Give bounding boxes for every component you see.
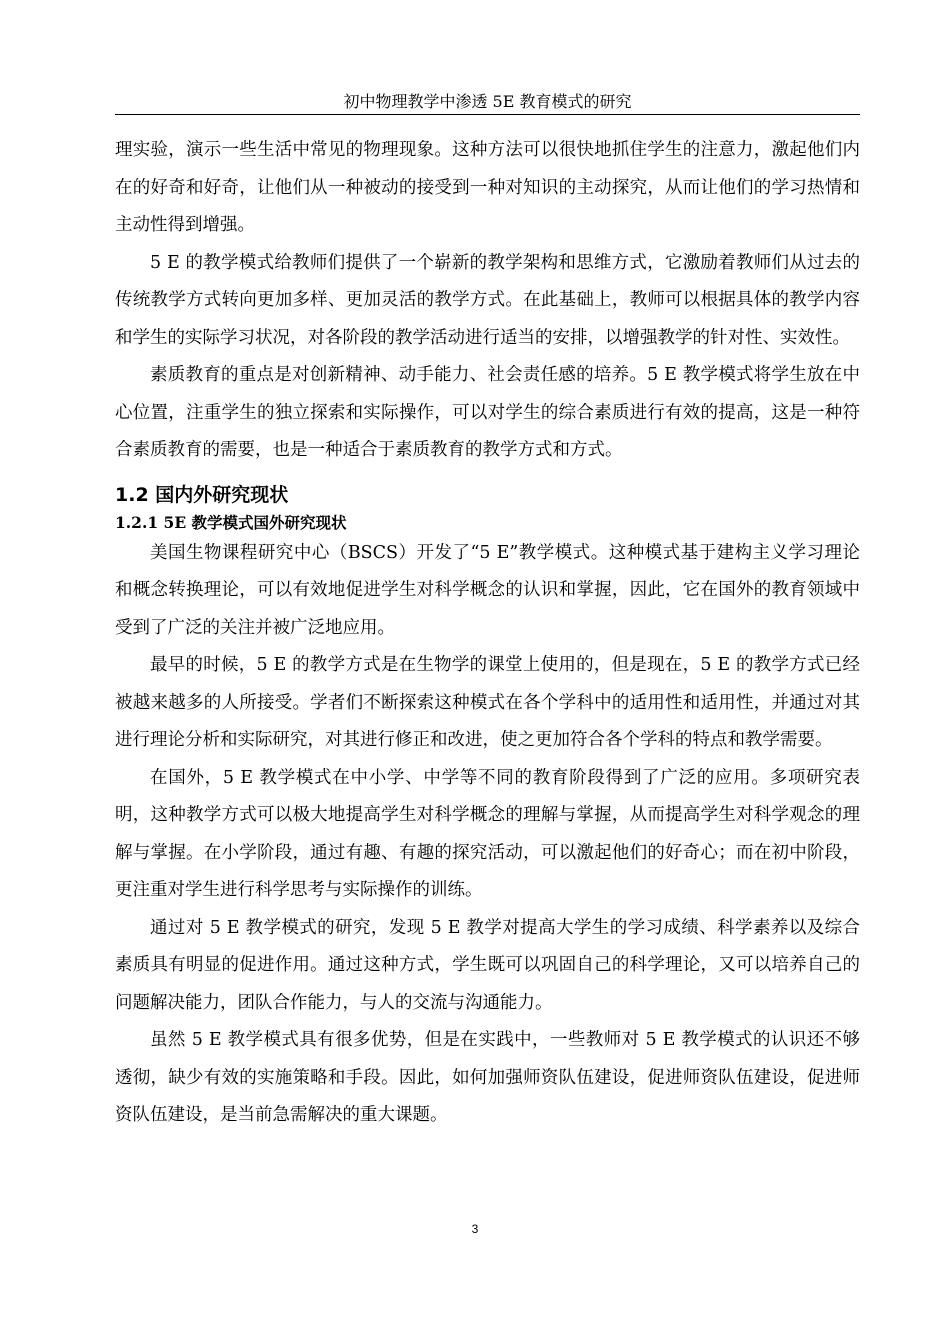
paragraph: 通过对 5 E 教学模式的研究，发现 5 E 教学对提高大学生的学习成绩、科学素养以及综合素质具有明显的促进作用。通过这种方式，学生既可以巩固自己的科学理论，又可以培养自己的问题解决能力，团队合作能力，与人的交流与沟通能力。 (115, 917, 860, 1013)
paragraph: 虽然 5 E 教学模式具有很多优势，但是在实践中，一些教师对 5 E 教学模式的认识还不够透彻，缺少有效的实施策略和手段。因此，如何加强师资队伍建设，促进师资队伍建设，促进师资队伍建设，是当前急需解决的重大课题。 (115, 1030, 860, 1125)
paragraph: 在国外，5 E 教学模式在中小学、中学等不同的教育阶段得到了广泛的应用。多项研究表明，这种教学方式可以极大地提高学生对科学概念的理解与掌握，从而提高学生对科学观念的理解与掌握。在小学阶段，通过有趣、有趣的探究活动，可以激起他们的好奇心；而在初中阶段，更注重对学生进行科学思考与实际操作的训练。 (115, 767, 860, 900)
paragraph: 最早的时候，5 E 的教学方式是在生物学的课堂上使用的，但是现在，5 E 的教学方式已经被越来越多的人所接受。学者们不断探索这种模式在各个学科中的适用性和适用性，并通过对其进行理论分析和实际研究，对其进行修正和改进，使之更加符合各个学科的特点和教学需要。 (115, 655, 860, 750)
document-body (115, 132, 860, 1135)
section-heading: 1.2 国内外研究现状 (115, 483, 289, 506)
paragraph: 5 E 的教学模式给教师们提供了一个崭新的教学架构和思维方式，它激励着教师们从过去的传统教学方式转向更加多样、更加灵活的教学方式。在此基础上，教师可以根据具体的教学内容和学生的实际学习状况，对各阶段的教学活动进行适当的安排，以增强教学的针对性、实效性。 (115, 252, 860, 348)
header-title: 初中物理教学中渗透 5E 教育模式的研究 (343, 92, 632, 111)
paragraph: 素质教育的重点是对创新精神、动手能力、社会责任感的培养。5 E 教学模式将学生放在中心位置，注重学生的独立探索和实际操作，可以对学生的综合素质进行有效的提高，这是一种符合素质教育的需要，也是一种适合于素质教育的教学方式和方式。 (115, 365, 861, 460)
paragraph: 理实验，演示一些生活中常见的物理现象。这种方法可以很快地抓住学生的注意力，激起他们内在的好奇和好奇，让他们从一种被动的接受到一种对知识的主动探究，从而让他们的学习热情和主动性得到增强。 (115, 140, 860, 235)
subsection-heading: 1.2.1 5E 教学模式国外研究现状 (115, 512, 347, 532)
page-number: 3 (471, 1222, 479, 1236)
page-header (115, 90, 860, 115)
paragraph: 美国生物课程研究中心（BSCS）开发了“5 E”教学模式。这种模式基于建构主义学习理论和概念转换理论，可以有效地促进学生对科学概念的认识和掌握，因此，它在国外的教育领域中受到了广泛的关注并被广泛地应用。 (115, 542, 860, 638)
